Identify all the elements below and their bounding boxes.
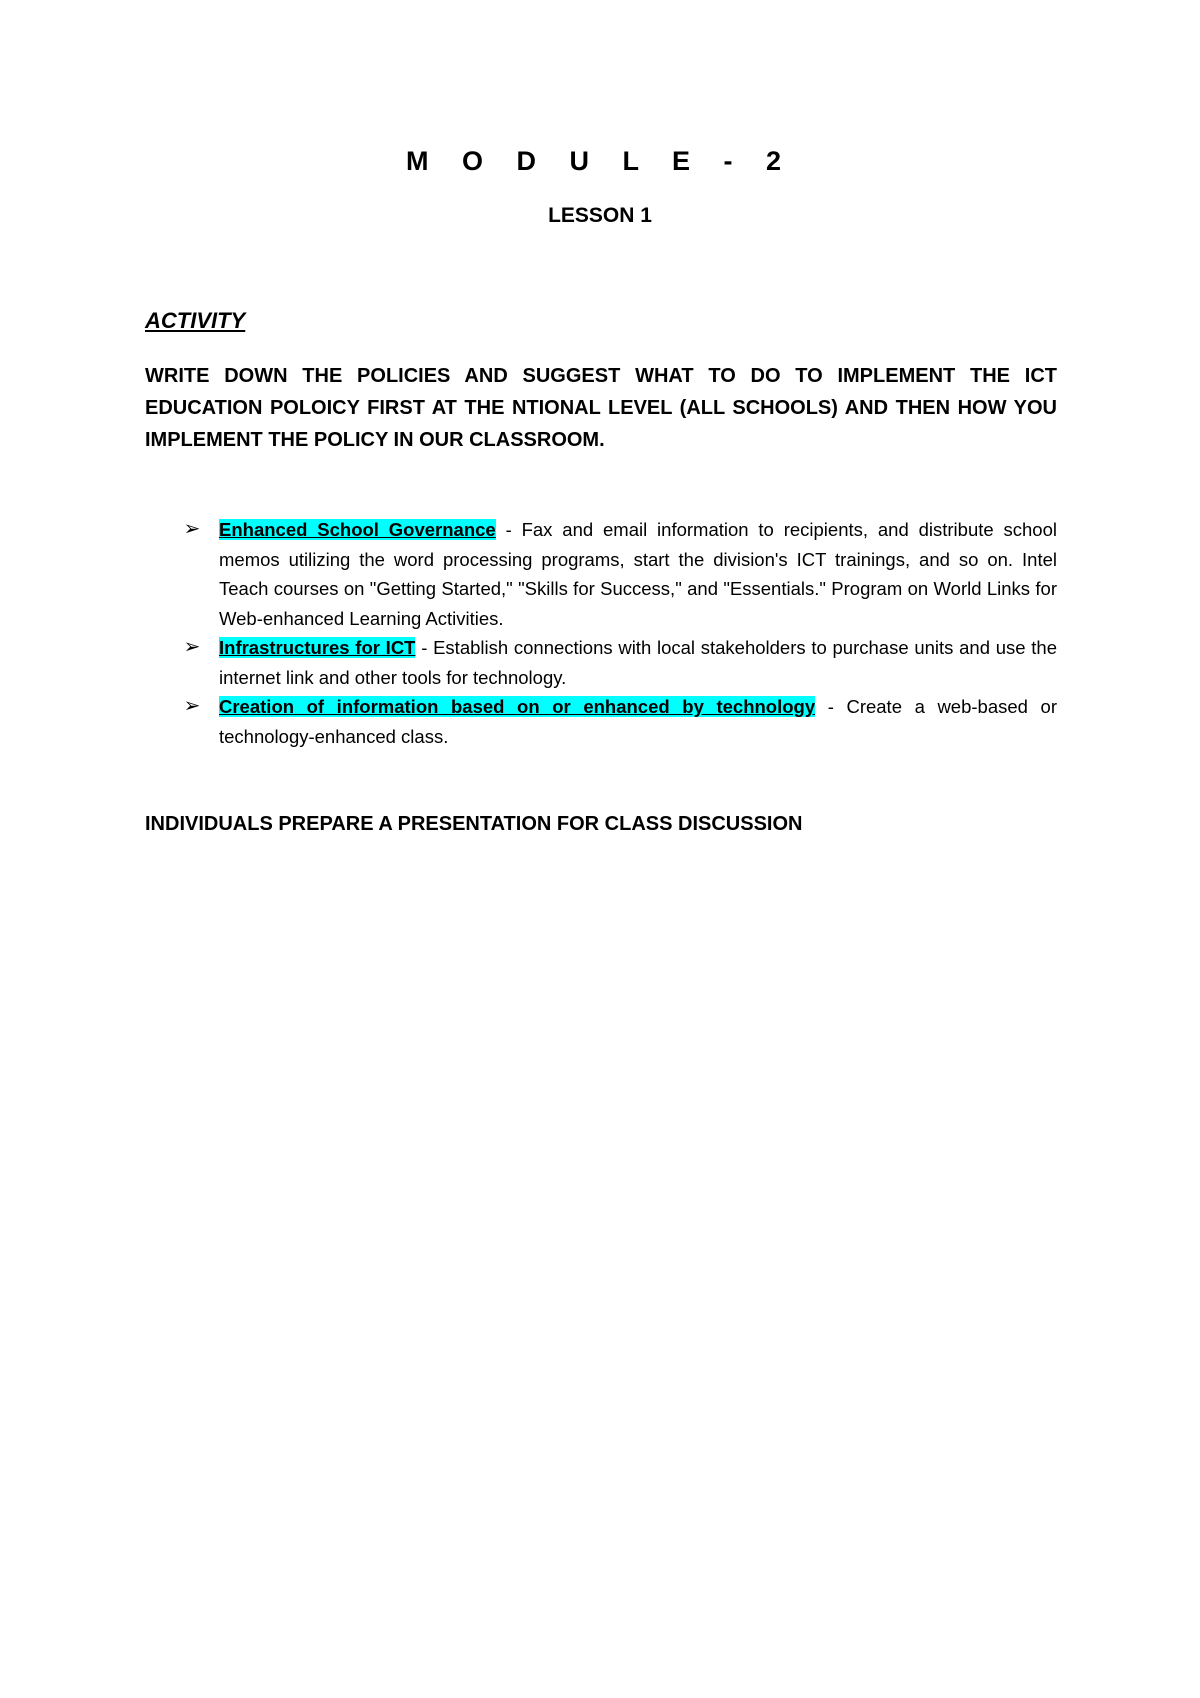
policy-description: - Fax and email information to recipients, and distribute school memos utilizing the word processing programs, start the division's ICT trainings, and so on. Intel Teach courses on "Getting Started," "Skills for Success," and "Essentials." Program on World Links for Web-enhanced Learning Activities. <box>219 519 1057 629</box>
policy-term: Enhanced School Governance <box>219 519 496 540</box>
list-item <box>145 633 1057 692</box>
closing-instruction: INDIVIDUALS PREPARE A PRESENTATION FOR CLASS DISCUSSION <box>145 813 803 835</box>
policy-term: Infrastructures for ICT <box>219 637 416 658</box>
policy-description: - Create a web-based or technology-enhanced class. <box>219 696 1057 747</box>
list-item <box>145 692 1057 751</box>
activity-heading: ACTIVITY <box>145 308 246 333</box>
arrowhead-bullet-icon: ➢ <box>183 695 201 717</box>
arrowhead-bullet-icon: ➢ <box>183 636 201 658</box>
arrowhead-bullet-icon: ➢ <box>183 518 201 540</box>
policy-term: Creation of information based on or enhanced by technology <box>219 696 816 717</box>
module-title: M O D U L E - 2 <box>405 146 795 176</box>
policy-list <box>145 515 1057 751</box>
policy-description: - Establish connections with local stakeholders to purchase units and use the internet link and other tools for technology. <box>219 637 1057 688</box>
activity-instructions: WRITE DOWN THE POLICIES AND SUGGEST WHAT TO DO TO IMPLEMENT THE ICT EDUCATION POLOICY FIRST AT THE NTIONAL LEVEL (ALL SCHOOLS) AND THEN HOW YOU IMPLEMENT THE POLICY IN OUR CLASSROOM. <box>145 365 1057 451</box>
list-item <box>145 515 1057 633</box>
lesson-title: LESSON 1 <box>548 204 652 227</box>
